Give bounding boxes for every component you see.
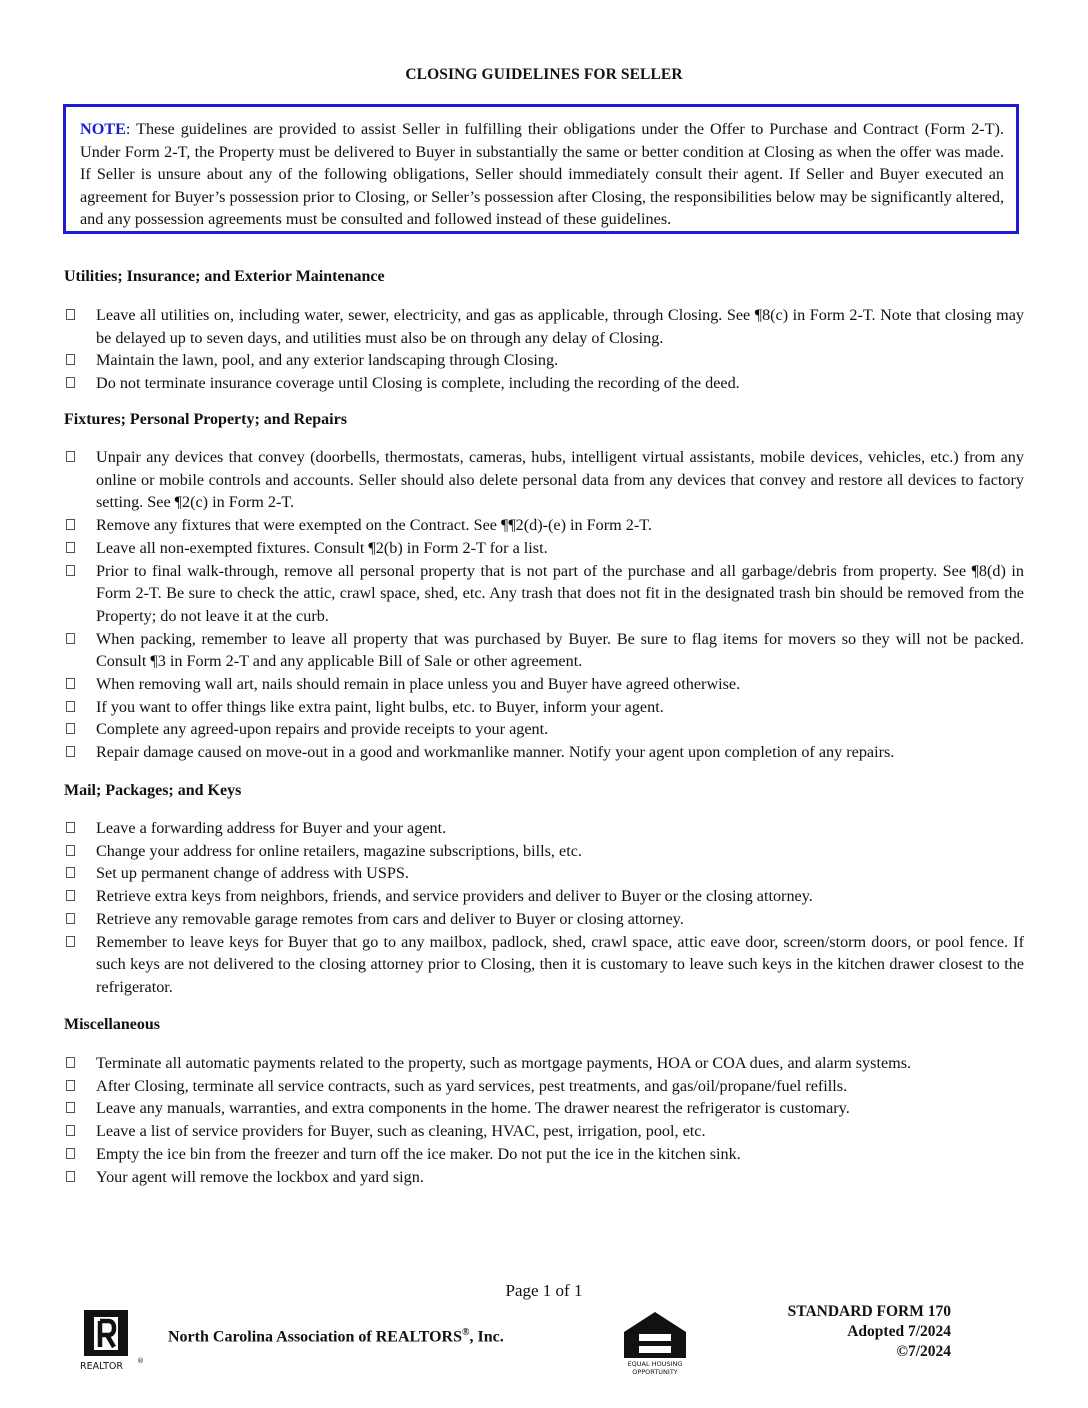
- form-info: [788, 1302, 951, 1362]
- section-list-misc: [64, 1052, 1024, 1188]
- realtor-logo-icon: [80, 1310, 146, 1372]
- list-item: Do not terminate insurance coverage until Closing is complete, including the recording of the deed.: [64, 372, 1024, 395]
- list-item: If you want to offer things like extra paint, light bulbs, etc. to Buyer, inform your agent.: [64, 696, 1024, 719]
- section-list-fixtures: [64, 446, 1024, 764]
- checkbox[interactable]: [66, 565, 75, 576]
- checkbox[interactable]: [66, 633, 75, 644]
- list-item: Repair damage caused on move-out in a good and workmanlike manner. Notify your agent upon completion of any repairs.: [64, 741, 1024, 764]
- checkbox[interactable]: [66, 1148, 75, 1159]
- checkbox[interactable]: [66, 1080, 75, 1091]
- list-item: Set up permanent change of address with USPS.: [64, 862, 1024, 885]
- form-name: STANDARD FORM 170: [787, 1303, 951, 1320]
- checkbox[interactable]: [66, 867, 75, 878]
- equal-housing-icon: [620, 1310, 690, 1376]
- list-item: Your agent will remove the lockbox and yard sign.: [64, 1166, 1024, 1189]
- note-text: [80, 118, 1004, 231]
- checkbox[interactable]: [66, 913, 75, 924]
- list-item: Retrieve extra keys from neighbors, friends, and service providers and deliver to Buyer or the closing attorney.: [64, 885, 1024, 908]
- list-item: Retrieve any removable garage remotes from cars and deliver to Buyer or closing attorney.: [64, 908, 1024, 931]
- form-copyright: ©7/2024: [896, 1343, 951, 1360]
- list-item: Leave all non-exempted fixtures. Consult ¶2(b) in Form 2-T for a list.: [64, 537, 1024, 560]
- list-item: Unpair any devices that convey (doorbells, thermostats, cameras, hubs, intelligent virtual assistants, mobile devices, vehicles, etc.) from any online or mobile controls and accounts. Seller should also delete personal data from any devices that convey and restore all devices to factory setting. See ¶2(c) in Form 2-T.: [64, 446, 1024, 514]
- section-heading-mail: Mail; Packages; and Keys: [64, 782, 242, 799]
- note-box: [63, 104, 1019, 234]
- section-heading-utilities: Utilities; Insurance; and Exterior Maintenance: [64, 268, 385, 285]
- list-item: Remove any fixtures that were exempted on the Contract. See ¶¶2(d)-(e) in Form 2-T.: [64, 514, 1024, 537]
- checkbox[interactable]: [66, 451, 75, 462]
- page-title: CLOSING GUIDELINES FOR SELLER: [405, 66, 683, 83]
- list-item: When removing wall art, nails should remain in place unless you and Buyer have agreed otherwise.: [64, 673, 1024, 696]
- section-list-utilities: [64, 304, 1024, 395]
- checkbox[interactable]: [66, 822, 75, 833]
- checkbox[interactable]: [66, 723, 75, 734]
- eho-text-2: OPPORTUNITY: [632, 1368, 678, 1376]
- checkbox[interactable]: [66, 845, 75, 856]
- checkbox[interactable]: [66, 936, 75, 947]
- checkbox[interactable]: [66, 701, 75, 712]
- checkbox[interactable]: [66, 377, 75, 388]
- eho-text-1: EQUAL HOUSING: [627, 1360, 683, 1368]
- section-heading-fixtures: Fixtures; Personal Property; and Repairs: [64, 411, 347, 428]
- list-item: Change your address for online retailers, magazine subscriptions, bills, etc.: [64, 840, 1024, 863]
- checkbox[interactable]: [66, 354, 75, 365]
- checkbox[interactable]: [66, 746, 75, 757]
- list-item: When packing, remember to leave all property that was purchased by Buyer. Be sure to flag items for movers so they will not be packed. Consult ¶3 in Form 2-T and any applicable Bill of Sale or other agreement.: [64, 628, 1024, 673]
- list-item: Complete any agreed-upon repairs and provide receipts to your agent.: [64, 718, 1024, 741]
- section-heading-misc: Miscellaneous: [64, 1016, 160, 1033]
- list-item: Remember to leave keys for Buyer that go to any mailbox, padlock, shed, crawl space, attic eave door, screen/storm doors, or pool fence. If such keys are not delivered to the closing attorney prior to Closing, then it is customary to leave such keys in the kitchen drawer closest to the refrigerator.: [64, 931, 1024, 999]
- list-item: Terminate all automatic payments related to the property, such as mortgage payments, HOA or COA dues, and alarm systems.: [64, 1052, 1024, 1075]
- list-item: Empty the ice bin from the freezer and turn off the ice maker. Do not put the ice in the kitchen sink.: [64, 1143, 1024, 1166]
- note-body: : These guidelines are provided to assist Seller in fulfilling their obligations under the Offer to Purchase and Contract (Form 2-T). Under Form 2-T, the Property must be delivered to Buyer in substantially the same or better condition at Closing as when the offer was made. If Seller is unsure about any of the following obligations, Seller should immediately consult their agent. If Seller and Buyer executed an agreement for Buyer’s possession prior to Closing, or Seller’s possession after Closing, the responsibilities below may be significantly altered, and any possession agreements must be consulted and followed instead of these guidelines.: [80, 120, 1004, 228]
- list-item: Prior to final walk-through, remove all personal property that is not part of the purchase and all garbage/debris from property. See ¶8(d) in Form 2-T. Be sure to check the attic, crawl space, shed, etc. Any trash that does not fit in the designated trash bin should be removed from the Property; do not leave it at the curb.: [64, 560, 1024, 628]
- section-list-mail: [64, 817, 1024, 999]
- list-item: Leave all utilities on, including water, sewer, electricity, and gas as applicable, through Closing. See ¶8(c) in Form 2-T. Note that closing may be delayed up to seven days, and utilities must also be on through any delay of Closing.: [64, 304, 1024, 349]
- form-adopted: Adopted 7/2024: [847, 1323, 951, 1340]
- checkbox[interactable]: [66, 890, 75, 901]
- checkbox[interactable]: [66, 542, 75, 553]
- checkbox[interactable]: [66, 678, 75, 689]
- list-item: Leave a forwarding address for Buyer and your agent.: [64, 817, 1024, 840]
- checkbox[interactable]: [66, 1102, 75, 1113]
- checkbox[interactable]: [66, 1171, 75, 1182]
- page-number: Page 1 of 1: [505, 1281, 583, 1300]
- checkbox[interactable]: [66, 309, 75, 320]
- list-item: Leave any manuals, warranties, and extra components in the home. The drawer nearest the refrigerator is customary.: [64, 1097, 1024, 1120]
- list-item: Leave a list of service providers for Buyer, such as cleaning, HVAC, pest, irrigation, pool, etc.: [64, 1120, 1024, 1143]
- association-name: North Carolina Association of REALTORS®, Inc.: [168, 1327, 504, 1346]
- checkbox[interactable]: [66, 519, 75, 530]
- svg-text:®: ®: [137, 1357, 144, 1365]
- realtor-logo-text: REALTOR: [80, 1361, 123, 1372]
- checkbox[interactable]: [66, 1057, 75, 1068]
- list-item: After Closing, terminate all service contracts, such as yard services, pest treatments, and gas/oil/propane/fuel refills.: [64, 1075, 1024, 1098]
- list-item: Maintain the lawn, pool, and any exterior landscaping through Closing.: [64, 349, 1024, 372]
- checkbox[interactable]: [66, 1125, 75, 1136]
- note-label: NOTE: [80, 120, 126, 138]
